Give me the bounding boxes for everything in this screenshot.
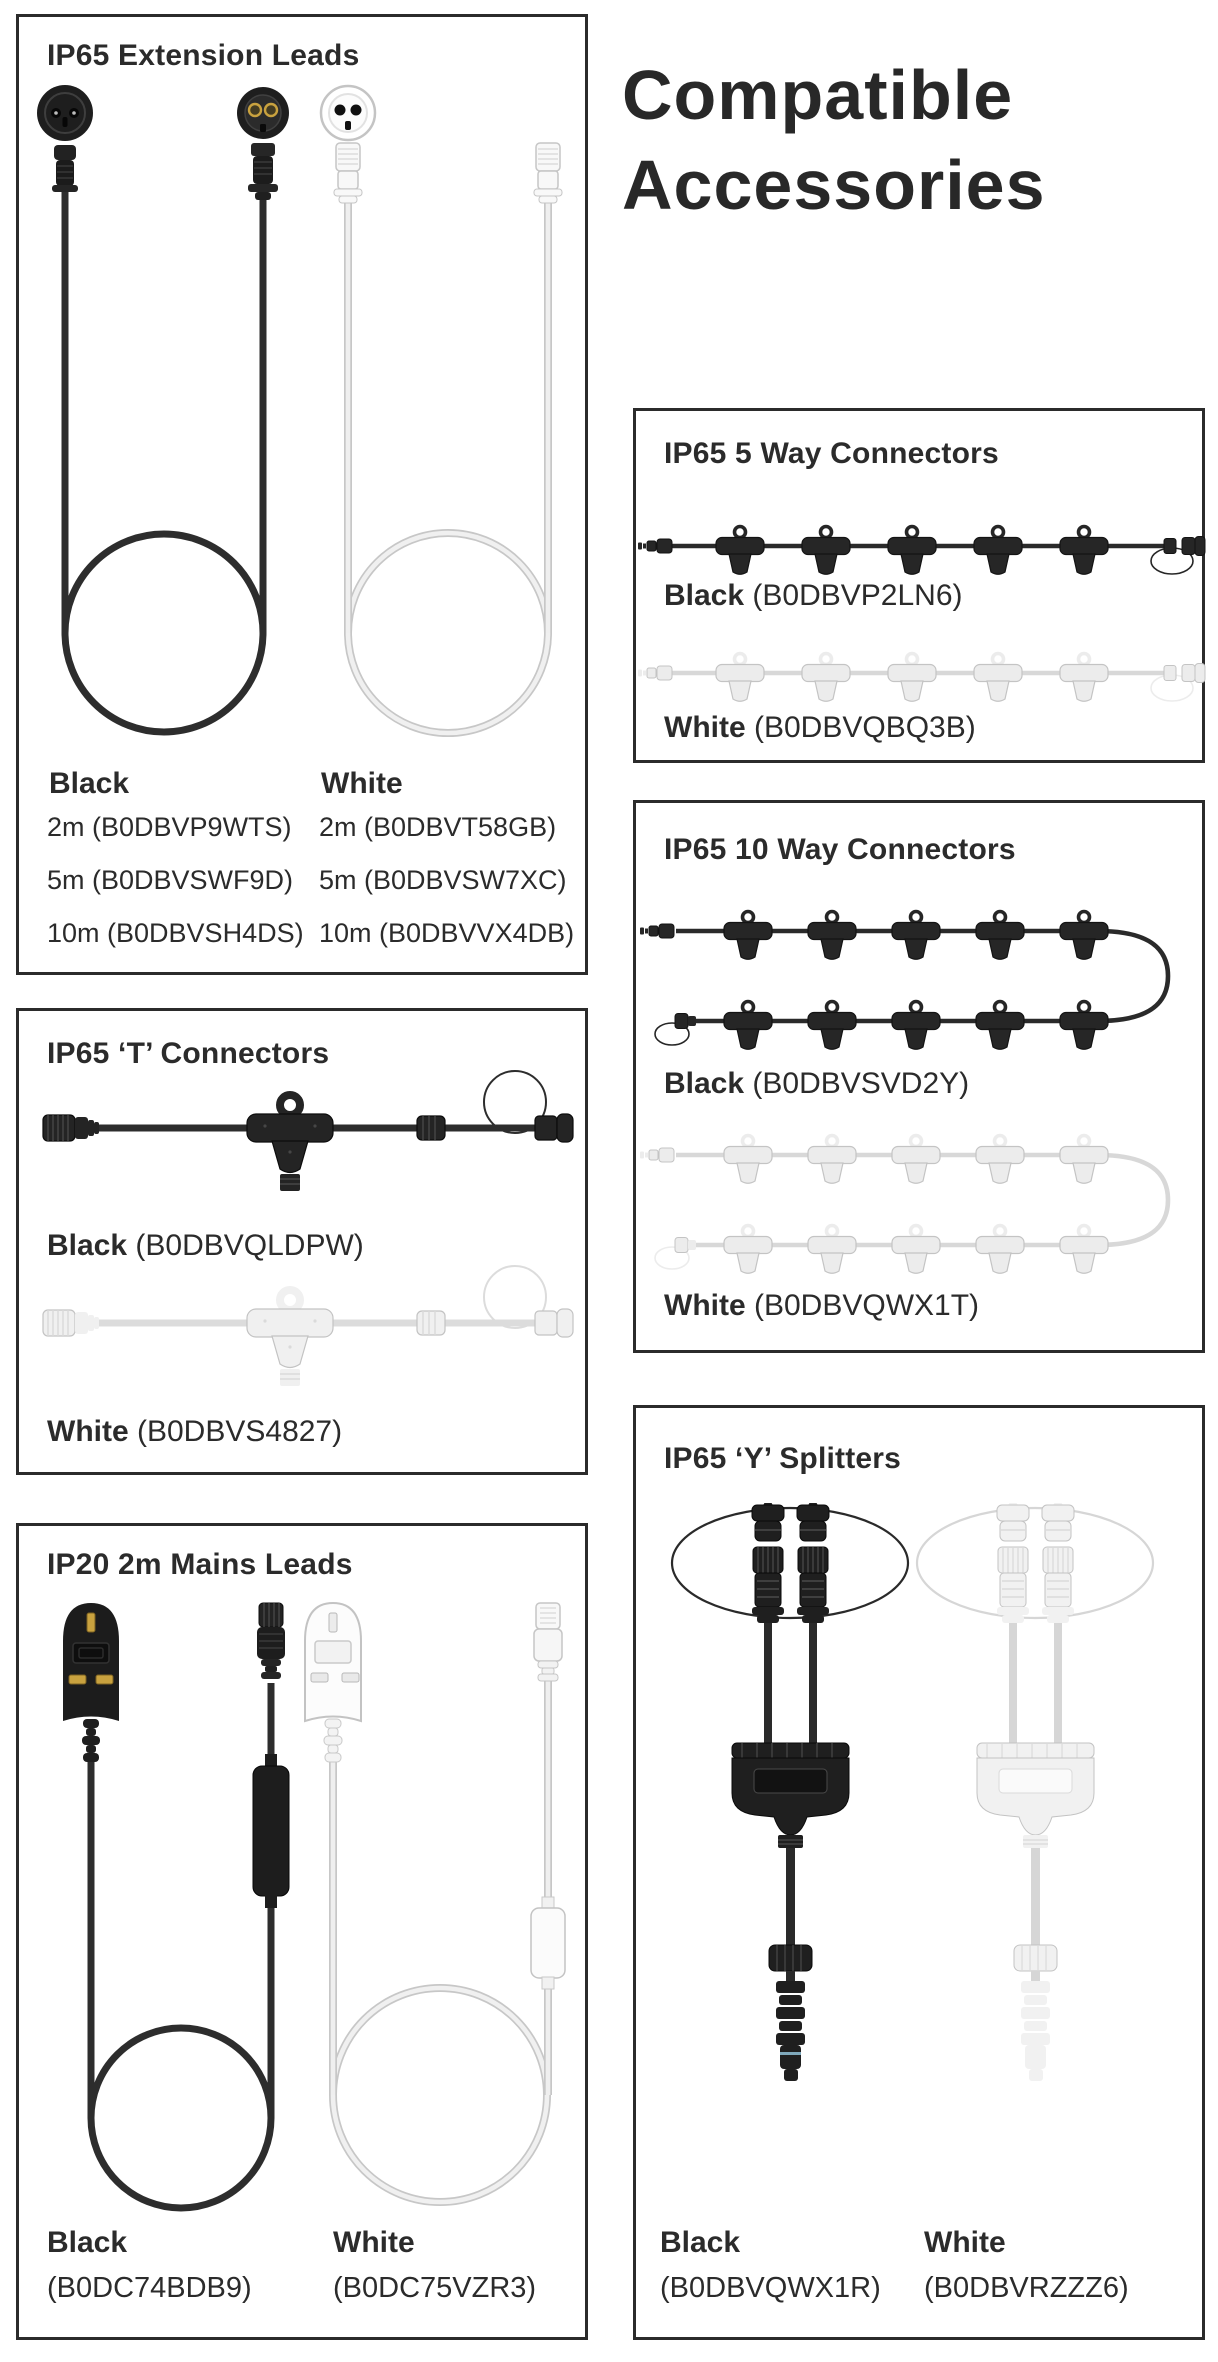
y-splitters-black-label: Black (660, 2226, 741, 2259)
extension-leads-title: IP65 Extension Leads (47, 39, 360, 72)
mains-leads-image (19, 1601, 591, 2241)
ten-way-black-drawing (640, 912, 1168, 1050)
ten-way-white-drawing (640, 1136, 1168, 1274)
mains-leads-title: IP20 2m Mains Leads (47, 1548, 353, 1581)
y-splitters-black-code: (B0DBVQWX1R) (660, 2272, 881, 2304)
five-way-title: IP65 5 Way Connectors (664, 437, 999, 470)
white-y-splitter-drawing (917, 1503, 1153, 2081)
t-connectors-title: IP65 ‘T’ Connectors (47, 1037, 330, 1070)
t-connectors-black-code: (B0DBVQLDPW) (135, 1229, 364, 1262)
y-splitters-image (636, 1503, 1208, 2143)
t-connectors-black-line (47, 1229, 364, 1263)
page-title-line2: Accessories (622, 146, 1046, 224)
ten-way-title: IP65 10 Way Connectors (664, 833, 1016, 866)
t-connectors-white-line (47, 1415, 342, 1449)
white-mains-lead-drawing (305, 1603, 565, 2202)
ten-way-black-label: Black (664, 1067, 745, 1100)
mains-black-code: (B0DC74BDB9) (47, 2272, 252, 2304)
ten-way-black-line (664, 1067, 969, 1101)
ten-way-white-line (664, 1289, 979, 1323)
ten-way-black-code: (B0DBVSVD2Y) (752, 1067, 970, 1100)
page-title-line1: Compatible (622, 56, 1014, 134)
black-mains-lead-drawing (63, 1603, 289, 2208)
t-connector-white-drawing (43, 1266, 573, 1386)
ten-way-connectors-card (633, 800, 1205, 1353)
extension-white-item: 10m (B0DBVVX4DB) (319, 918, 575, 948)
y-splitters-white-code: (B0DBVRZZZ6) (924, 2272, 1129, 2304)
y-splitters-card (633, 1405, 1205, 2340)
five-way-black-line (664, 579, 963, 613)
t-connectors-black-label: Black (47, 1229, 128, 1262)
ten-way-white-code: (B0DBVQWX1T) (754, 1289, 980, 1322)
t-connectors-card (16, 1008, 588, 1475)
mains-white-code: (B0DC75VZR3) (333, 2272, 537, 2304)
extension-leads-card (16, 14, 588, 975)
extension-black-item: 10m (B0DBVSH4DS) (47, 918, 304, 948)
y-splitters-white-label: White (924, 2226, 1006, 2259)
five-way-white-line (664, 711, 976, 745)
mains-white-label: White (333, 2226, 415, 2259)
y-splitters-title: IP65 ‘Y’ Splitters (664, 1442, 902, 1475)
ten-way-white-label: White (664, 1289, 746, 1322)
extension-black-label: Black (49, 767, 130, 800)
extension-black-item: 2m (B0DBVP9WTS) (47, 812, 292, 842)
five-way-black-drawing (638, 527, 1205, 575)
five-way-connectors-card (633, 408, 1205, 763)
extension-leads-image (19, 77, 591, 777)
black-y-splitter-drawing (672, 1503, 908, 2081)
five-way-black-code: (B0DBVP2LN6) (752, 579, 963, 612)
extension-white-label: White (321, 767, 403, 800)
black-extension-lead-drawing (37, 85, 289, 732)
extension-black-item: 5m (B0DBVSWF9D) (47, 865, 294, 895)
five-way-white-code: (B0DBVQBQ3B) (754, 711, 976, 744)
mains-black-label: Black (47, 2226, 128, 2259)
white-extension-lead-drawing (321, 86, 562, 733)
extension-white-item: 2m (B0DBVT58GB) (319, 812, 557, 842)
t-connectors-white-label: White (47, 1415, 129, 1448)
five-way-white-label: White (664, 711, 746, 744)
mains-leads-card (16, 1523, 588, 2340)
t-connectors-white-code: (B0DBVS4827) (137, 1415, 343, 1448)
five-way-white-drawing (638, 654, 1205, 702)
page-title (622, 50, 1046, 230)
five-way-black-label: Black (664, 579, 745, 612)
extension-white-item: 5m (B0DBVSW7XC) (319, 865, 567, 895)
t-connector-black-drawing (43, 1071, 573, 1191)
